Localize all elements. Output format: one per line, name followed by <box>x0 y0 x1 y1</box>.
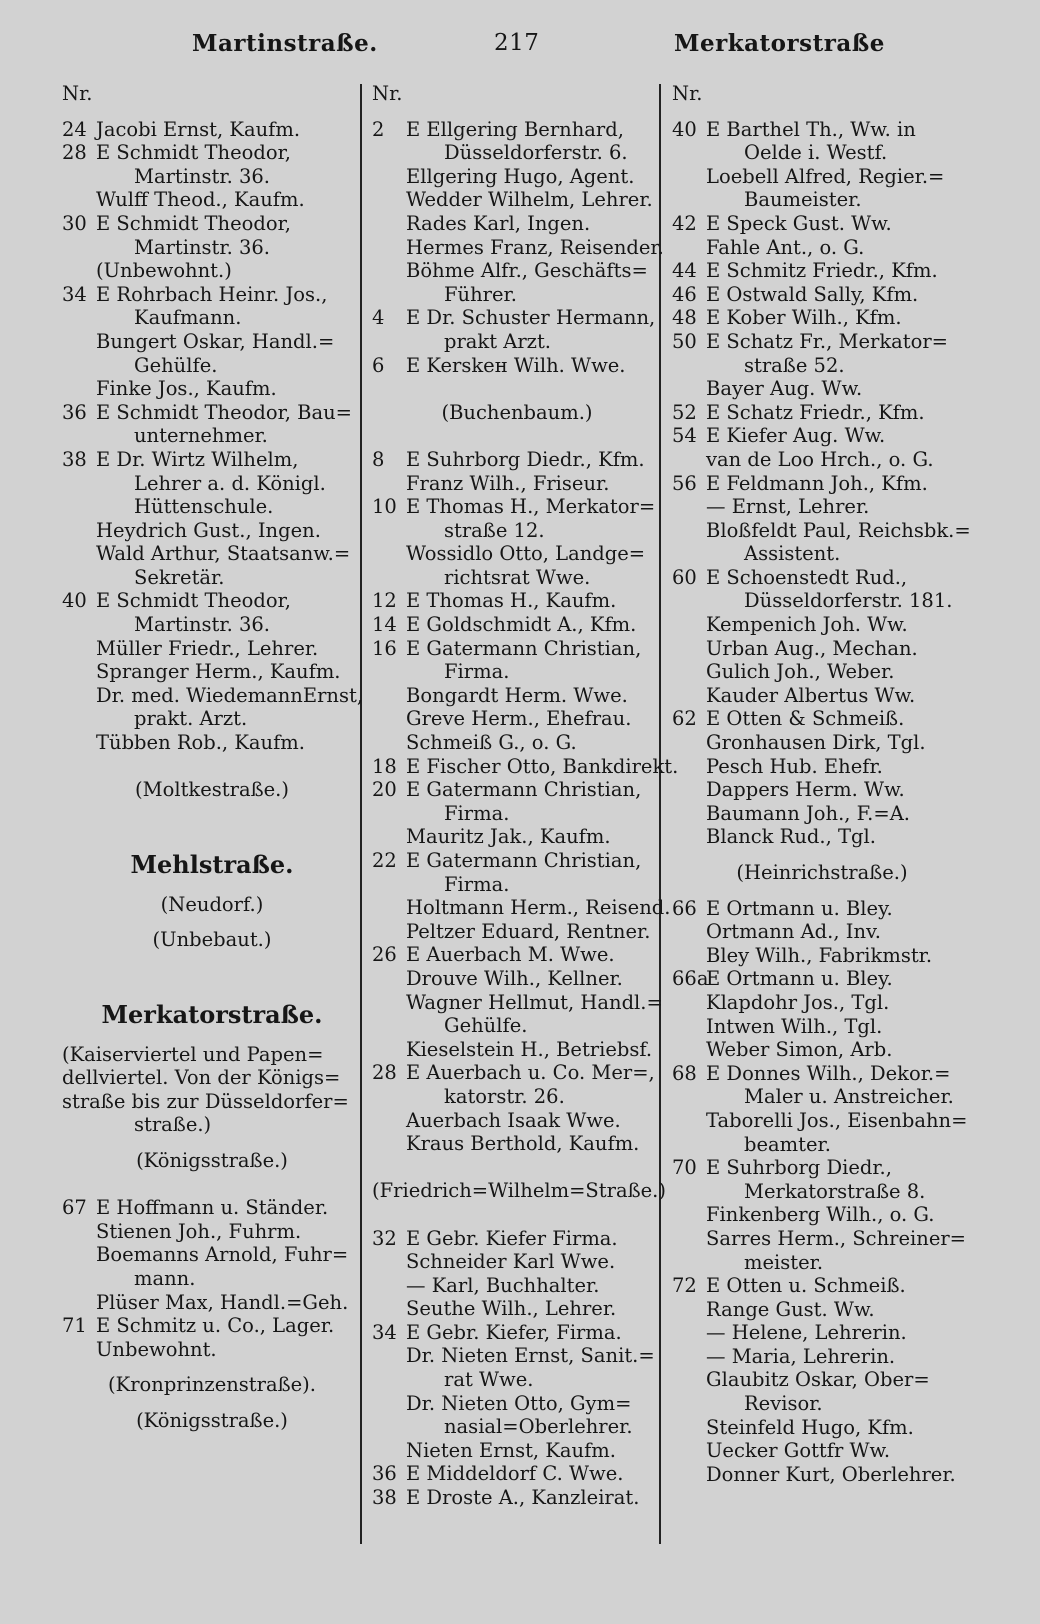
resident-line: Wulff Theod., Kaufm. <box>96 188 305 212</box>
spacer <box>62 1137 362 1149</box>
continuation-line: katorstr. 26. <box>444 1084 565 1108</box>
street-description: dellviertel. Von der Königs= <box>62 1066 341 1090</box>
entry-line <box>372 354 662 378</box>
resident-line: Wald Arthur, Staatsanw.= <box>96 542 351 566</box>
entry-text: E Rohrbach Heinr. Jos., <box>96 282 328 306</box>
spacer <box>62 881 362 893</box>
entry-text: Jacobi Ernst, Kaufm. <box>96 117 301 141</box>
resident-line: Drouve Wilh., Kellner. <box>406 966 623 990</box>
resident-line: — Karl, Buchhalter. <box>406 1273 600 1297</box>
resident-line: Auerbach Isaak Wwe. <box>406 1108 621 1132</box>
cross-street-note: (Friedrich=Wilhelm=Straße.) <box>372 1179 666 1203</box>
resident-line: Wagner Hellmut, Handl.= <box>406 990 663 1014</box>
house-number: 28 <box>62 141 87 165</box>
resident-line: Kraus Berthold, Kaufm. <box>406 1132 640 1156</box>
entry-text: E Ellgering Bernhard, <box>406 117 624 141</box>
continuation-line: rat Wwe. <box>444 1368 534 1392</box>
continuation-line: Kaufmann. <box>134 306 242 330</box>
entry-line <box>672 707 972 731</box>
resident-line: Dr. Nieten Otto, Gym= <box>406 1391 632 1415</box>
resident-line: Uecker Gottfr Ww. <box>706 1439 891 1463</box>
resident-line: Unbewohnt. <box>96 1337 217 1361</box>
entry-text: E Ostwald Sally, Kfm. <box>706 282 919 306</box>
house-number: 66a <box>672 967 709 991</box>
resident-line: Bloßfeldt Paul, Reichsbk.= <box>706 518 971 542</box>
house-number: 48 <box>672 306 697 330</box>
entry-text: E Gebr. Kiefer, Firma. <box>406 1320 622 1344</box>
house-number: 56 <box>672 471 697 495</box>
entry-text: E Schmitz u. Co., Lager. <box>96 1314 335 1338</box>
resident-line: Plüser Max, Handl.=Geh. <box>96 1290 349 1314</box>
resident-line: Spranger Herm., Kaufm. <box>96 660 341 684</box>
continuation-line: Führer. <box>444 282 517 306</box>
street-description: straße.) <box>134 1113 212 1137</box>
resident-line: Klapdohr Jos., Tgl. <box>706 990 890 1014</box>
resident-line: Hermes Franz, Reisender. <box>406 235 664 259</box>
entry-line <box>672 424 972 448</box>
resident-line: Baumann Joh., F.=A. <box>706 801 910 825</box>
column-3 <box>672 82 972 1486</box>
house-number: 60 <box>672 565 697 589</box>
house-number: 30 <box>62 211 87 235</box>
continuation-line: Firma. <box>444 660 510 684</box>
spacer <box>62 952 362 976</box>
house-number: 6 <box>372 353 385 377</box>
resident-line: Finke Jos., Kaufm. <box>96 377 277 401</box>
entry-line <box>372 495 662 519</box>
resident-line: Bley Wilh., Fabrikmstr. <box>706 943 933 967</box>
column-label: Nr. <box>672 82 703 105</box>
resident-line: Franz Wilh., Friseur. <box>406 471 610 495</box>
continuation-line: Baumeister. <box>744 188 862 212</box>
entry-line <box>62 448 362 472</box>
house-number: 40 <box>672 117 697 141</box>
resident-line: Bongardt Herm. Wwe. <box>406 683 628 707</box>
entry-line <box>672 1274 972 1298</box>
house-number: 34 <box>62 282 87 306</box>
entry-text: E Kerskeн Wilh. Wwe. <box>406 353 626 377</box>
entry-text: E Goldschmidt A., Kfm. <box>406 613 637 637</box>
entry-line <box>62 283 362 307</box>
resident-line: Taborelli Jos., Eisenbahn= <box>706 1108 968 1132</box>
cross-street-note: (Königsstraße.) <box>136 1148 288 1172</box>
entry-text: E Schatz Fr., Merkator= <box>706 329 949 353</box>
continuation-line: beamter. <box>744 1132 831 1156</box>
resident-line: — Maria, Lehrerin. <box>706 1344 896 1368</box>
house-number: 70 <box>672 1156 697 1180</box>
resident-line: Heydrich Gust., Ingen. <box>96 518 321 542</box>
resident-line: Boemanns Arnold, Fuhr= <box>96 1243 349 1267</box>
resident-line: Blanck Rud., Tgl. <box>706 825 876 849</box>
house-number: 22 <box>372 849 397 872</box>
resident-line: (Unbewohnt.) <box>96 259 232 283</box>
entry-line <box>62 1314 362 1338</box>
house-number: 38 <box>62 447 87 471</box>
resident-line: Dr. med. WiedemannErnst, <box>96 683 364 707</box>
resident-line: Bayer Aug. Ww. <box>706 377 863 401</box>
entry-line <box>672 212 972 236</box>
entry-line <box>372 1061 662 1085</box>
header-right-street: Merkatorstraße <box>674 30 885 57</box>
resident-line: Pesch Hub. Ehefr. <box>706 754 883 778</box>
entry-line <box>372 448 662 472</box>
spacer <box>672 849 972 861</box>
entry-text: E Gatermann Christian, <box>406 778 642 802</box>
house-number: 20 <box>372 778 397 802</box>
house-number: 46 <box>672 282 697 306</box>
entry-text: E Schmidt Theodor, Bau= <box>96 400 353 424</box>
cross-street-note: (Moltkestraße.) <box>135 778 289 802</box>
column-label: Nr. <box>372 82 403 105</box>
spacer <box>62 106 362 118</box>
entry-line <box>372 613 662 637</box>
resident-line: Böhme Alfr., Geschäfts= <box>406 259 648 283</box>
resident-line: Rades Karl, Ingen. <box>406 211 591 235</box>
house-number: 8 <box>372 447 385 471</box>
house-number: 12 <box>372 589 397 613</box>
house-number: 71 <box>62 1314 87 1338</box>
resident-line: Steinfeld Hugo, Kfm. <box>706 1415 914 1439</box>
entry-line <box>372 1486 662 1510</box>
continuation-line: richtsrat Wwe. <box>444 565 591 589</box>
column-2 <box>372 82 679 1510</box>
resident-line: Holtmann Herm., Reisend. <box>406 896 671 920</box>
resident-line: Gulich Joh., Weber. <box>706 660 895 684</box>
entry-text: E Auerbach u. Co. Mer=, <box>406 1061 655 1085</box>
house-number: 40 <box>62 589 87 613</box>
house-number: 50 <box>672 329 697 353</box>
entry-text: E Otten & Schmeiß. <box>706 707 905 731</box>
entry-text: E Barthel Th., Ww. in <box>706 117 916 141</box>
spacer <box>372 106 662 118</box>
continuation-line: mann. <box>134 1266 196 1290</box>
continuation-line: Martinstr. 36. <box>134 613 270 637</box>
cross-street-note: (Neudorf.) <box>160 892 264 916</box>
resident-line: Kempenich Joh. Ww. <box>706 613 908 637</box>
house-number: 52 <box>672 400 697 424</box>
resident-line: — Helene, Lehrerin. <box>706 1321 907 1345</box>
spacer <box>62 1361 362 1373</box>
continuation-line: nasial=Oberlehrer. <box>444 1415 633 1439</box>
entry-text: E Donnes Wilh., Dekor.= <box>706 1061 951 1085</box>
entry-text: E Ortmann u. Bley. <box>706 896 893 920</box>
continuation-line: straße 12. <box>444 518 545 542</box>
house-number: 24 <box>62 117 87 141</box>
spacer <box>372 1156 662 1180</box>
entry-text: E Thomas H., Merkator= <box>406 495 656 519</box>
cross-street-note: (Heinrichstraße.) <box>736 861 908 884</box>
spacer <box>62 975 362 999</box>
resident-line: Fahle Ant., o. G. <box>706 235 865 259</box>
spacer <box>372 1203 662 1227</box>
continuation-line: prakt Arzt. <box>444 329 551 353</box>
resident-line: Ortmann Ad., Inv. <box>706 920 881 944</box>
entry-text: E Feldmann Joh., Kfm. <box>706 471 928 495</box>
continuation-line: straße 52. <box>744 353 845 377</box>
resident-line: Wedder Wilhelm, Lehrer. <box>406 188 653 212</box>
spacer <box>62 1397 362 1409</box>
house-number: 36 <box>62 400 87 424</box>
entry-text: E Schoenstedt Rud., <box>706 565 908 589</box>
street-heading: Merkatorstraße. <box>101 999 323 1029</box>
entry-line <box>62 212 362 236</box>
spacer <box>62 1173 362 1197</box>
continuation-line: Assistent. <box>744 542 841 566</box>
entry-text: E Suhrborg Diedr., <box>706 1156 892 1180</box>
entry-line <box>672 967 972 991</box>
column-label: Nr. <box>62 82 93 105</box>
resident-line: Müller Friedr., Lehrer. <box>96 636 319 660</box>
resident-line: Tübben Rob., Kaufm. <box>96 731 305 755</box>
cross-street-note: (Buchenbaum.) <box>441 400 593 424</box>
entry-text: E Auerbach M. Wwe. <box>406 943 615 967</box>
house-number: 4 <box>372 306 385 330</box>
spacer <box>672 885 972 897</box>
entry-text: E Kiefer Aug. Ww. <box>706 424 886 448</box>
entry-line <box>62 141 362 165</box>
resident-line: Schneider Karl Wwe. <box>406 1250 616 1274</box>
entry-line <box>372 637 662 661</box>
continuation-line: Sekretär. <box>134 565 225 589</box>
resident-line: Loebell Alfred, Regier.= <box>706 164 945 188</box>
resident-line: Kauder Albertus Ww. <box>706 683 916 707</box>
continuation-line: Martinstr. 36. <box>134 164 270 188</box>
resident-line: Urban Aug., Mechan. <box>706 636 918 660</box>
resident-line: Greve Herm., Ehefrau. <box>406 707 632 731</box>
cross-street-note: (Königsstraße.) <box>136 1408 288 1432</box>
page-number: 217 <box>494 30 540 56</box>
entry-text: E Gebr. Kiefer Firma. <box>406 1226 618 1250</box>
entry-line <box>372 849 662 873</box>
continuation-line: Revisor. <box>744 1392 823 1416</box>
spacer <box>372 424 662 448</box>
continuation-line: Lehrer a. d. Königl. <box>134 471 326 495</box>
entry-line <box>672 259 972 283</box>
spacer <box>62 825 362 849</box>
entry-text: E Ortmann u. Bley. <box>706 967 893 991</box>
entry-line <box>672 330 972 354</box>
entry-text: E Gatermann Christian, <box>406 636 642 660</box>
entry-text: E Dr. Wirtz Wilhelm, <box>96 447 299 471</box>
house-number: 42 <box>672 211 697 235</box>
resident-line: Dr. Nieten Ernst, Sanit.= <box>406 1344 655 1368</box>
spacer <box>62 802 362 826</box>
resident-line: Mauritz Jak., Kaufm. <box>406 825 611 849</box>
resident-line: Schmeiß G., o. G. <box>406 731 577 755</box>
house-number: 10 <box>372 495 397 519</box>
entry-line <box>372 306 662 330</box>
resident-line: Gronhausen Dirk, Tgl. <box>706 731 926 755</box>
continuation-line: Martinstr. 36. <box>134 235 270 259</box>
entry-text: E Fischer Otto, Bankdirekt. <box>406 754 679 778</box>
continuation-line: Firma. <box>444 872 510 896</box>
house-number: 68 <box>672 1061 697 1085</box>
resident-line: Bungert Oskar, Handl.= <box>96 329 335 353</box>
continuation-line: meister. <box>744 1250 824 1274</box>
continuation-line: Gehülfe. <box>134 353 218 377</box>
resident-line: Intwen Wilh., Tgl. <box>706 1014 883 1038</box>
spacer <box>62 755 362 779</box>
spacer <box>372 377 662 401</box>
entry-text: E Suhrborg Diedr., Kfm. <box>406 447 645 471</box>
continuation-line: Maler u. Anstreicher. <box>744 1085 954 1109</box>
continuation-line: prakt. Arzt. <box>134 707 248 731</box>
entry-text: E Droste A., Kanzleirat. <box>406 1486 640 1510</box>
cross-street-note: (Unbebaut.) <box>152 928 272 952</box>
entry-line <box>372 589 662 613</box>
resident-line: Seuthe Wilh., Lehrer. <box>406 1297 617 1321</box>
entry-line <box>672 401 972 425</box>
entry-line <box>672 118 972 142</box>
entry-text: E Dr. Schuster Hermann, <box>406 306 656 330</box>
cross-street-note: (Kronprinzenstraße). <box>108 1373 316 1397</box>
house-number: 44 <box>672 259 697 283</box>
entry-text: E Kober Wilh., Kfm. <box>706 306 902 330</box>
resident-line: Finkenberg Wilh., o. G. <box>706 1203 935 1227</box>
entry-line <box>372 754 679 779</box>
resident-line: Peltzer Eduard, Rentner. <box>406 919 651 943</box>
continuation-line: unternehmer. <box>134 424 268 448</box>
house-number: 38 <box>372 1486 397 1510</box>
entry-text: E Otten u. Schmeiß. <box>706 1274 906 1298</box>
entry-line <box>672 1156 972 1180</box>
entry-text: E Schatz Friedr., Kfm. <box>706 400 925 424</box>
house-number: 28 <box>372 1061 397 1085</box>
entry-line <box>672 897 972 921</box>
entry-line <box>372 1227 662 1251</box>
resident-line: Glaubitz Oskar, Ober= <box>706 1368 930 1392</box>
house-number: 54 <box>672 424 697 448</box>
column-1 <box>62 82 362 1432</box>
entry-line <box>372 1321 662 1345</box>
resident-line: Ellgering Hugo, Agent. <box>406 164 635 188</box>
house-number: 67 <box>62 1196 87 1220</box>
entry-line <box>672 283 972 307</box>
resident-line: Sarres Herm., Schreiner= <box>706 1226 967 1250</box>
entry-line <box>672 306 972 330</box>
spacer <box>672 106 972 118</box>
entry-text: E Hoffmann u. Ständer. <box>96 1196 329 1220</box>
entry-line <box>672 566 972 590</box>
continuation-line: Gehülfe. <box>444 1014 528 1038</box>
entry-line <box>372 778 662 802</box>
entry-text: E Schmidt Theodor, <box>96 589 291 613</box>
house-number: 2 <box>372 117 385 141</box>
entry-line <box>62 401 362 425</box>
resident-line: Weber Simon, Arb. <box>706 1038 893 1062</box>
continuation-line: Oelde i. Westf. <box>744 141 888 165</box>
continuation-line: Merkatorstraße 8. <box>744 1179 926 1203</box>
house-number: 26 <box>372 943 397 967</box>
resident-line: Donner Kurt, Oberlehrer. <box>706 1462 956 1486</box>
entry-line <box>62 1196 362 1220</box>
house-number: 34 <box>372 1320 397 1344</box>
entry-line <box>62 589 362 613</box>
resident-line: Stienen Joh., Fuhrm. <box>96 1219 302 1243</box>
resident-line: Nieten Ernst, Kaufm. <box>406 1438 616 1462</box>
resident-line: Range Gust. Ww. <box>706 1297 875 1321</box>
entry-text: E Speck Gust. Ww. <box>706 211 892 235</box>
resident-line: Dappers Herm. Ww. <box>706 778 905 802</box>
spacer <box>62 916 362 928</box>
header-left-street: Martinstraße. <box>192 30 378 57</box>
house-number: 36 <box>372 1462 397 1486</box>
house-number: 18 <box>372 754 397 778</box>
entry-text: E Middeldorf C. Wwe. <box>406 1462 624 1486</box>
entry-line <box>372 118 662 142</box>
entry-line <box>62 118 362 142</box>
continuation-line: Düsseldorferstr. 181. <box>744 589 953 613</box>
house-number: 16 <box>372 636 397 660</box>
house-number: 62 <box>672 707 697 731</box>
continuation-line: Düsseldorferstr. 6. <box>444 141 628 165</box>
street-heading: Mehlstraße. <box>130 850 294 879</box>
resident-line: van de Loo Hrch., o. G. <box>706 447 934 471</box>
house-number: 14 <box>372 613 397 637</box>
street-description: straße bis zur Düsseldorfer= <box>62 1089 349 1113</box>
street-description: (Kaiserviertel und Papen= <box>62 1042 324 1066</box>
house-number: 72 <box>672 1274 697 1298</box>
entry-text: E Thomas H., Kaufm. <box>406 589 617 613</box>
entry-text: E Schmitz Friedr., Kfm. <box>706 259 938 283</box>
house-number: 32 <box>372 1226 397 1250</box>
entry-line <box>672 1062 972 1086</box>
resident-line: Kieselstein H., Betriebsf. <box>406 1037 653 1061</box>
continuation-line: Firma. <box>444 801 510 825</box>
entry-text: E Schmidt Theodor, <box>96 211 291 235</box>
continuation-line: Hüttenschule. <box>134 495 274 519</box>
entry-text: E Gatermann Christian, <box>406 849 642 872</box>
entry-text: E Schmidt Theodor, <box>96 141 291 165</box>
entry-line <box>672 472 972 496</box>
entry-line <box>372 1462 662 1486</box>
resident-line: Wossidlo Otto, Landge= <box>406 542 646 566</box>
entry-line <box>372 943 662 967</box>
house-number: 66 <box>672 896 697 920</box>
spacer <box>62 1031 362 1043</box>
resident-line: — Ernst, Lehrer. <box>706 495 870 519</box>
